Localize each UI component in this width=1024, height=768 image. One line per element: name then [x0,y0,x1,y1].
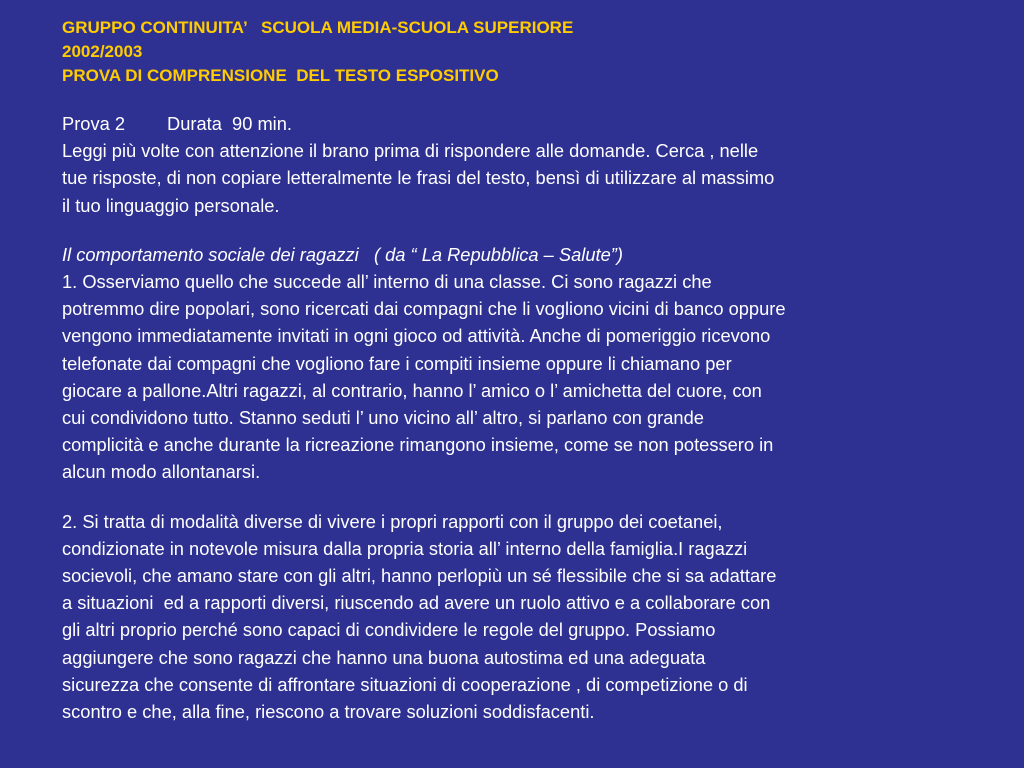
paragraph-line: 2. Si tratta di modalità diverse di vivere i propri rapporti con il gruppo dei coetanei, [62,510,723,532]
header-title: GRUPPO CONTINUITA’ SCUOLA MEDIA-SCUOLA SUPERIORE [62,18,574,37]
paragraph-line: giocare a pallone.Altri ragazzi, al contrario, hanno l’ amico o l’ amichetta del cuore, con [62,379,762,401]
article-title: Il comportamento sociale dei ragazzi ( da “ La Repubblica – Salute”) [62,243,623,265]
test-info [62,110,982,137]
instructions-line: il tuo linguaggio personale. [62,194,280,216]
slide-header [62,16,982,88]
header-year: 2002/2003 [62,42,143,61]
paragraph-line: 1. Osserviamo quello che succede all’ interno di una classe. Ci sono ragazzi che [62,271,712,293]
paragraph-2 [62,508,982,726]
paragraph-line: a situazioni ed a rapporti diversi, riuscendo ad avere un ruolo attivo e a collaborare con [62,592,771,614]
instructions-line: tue risposte, di non copiare letteralmente le frasi del testo, bensì di utilizzare al massimo [62,167,775,189]
slide [62,16,982,725]
paragraph-line: cui condividono tutto. Stanno seduti l’ uno vicino all’ altro, si parlano con grande [62,407,704,429]
header-subtitle: PROVA DI COMPRENSIONE DEL TESTO ESPOSITIVO [62,66,499,85]
paragraph-line: complicità e anche durante la ricreazione rimangono insieme, come se non potessero in [62,434,774,456]
paragraph-line: potremmo dire popolari, sono ricercati dai compagni che li vogliono vicini di banco oppure [62,298,786,320]
paragraph-line: sicurezza che consente di affrontare situazioni di cooperazione , di competizione o di [62,673,748,695]
paragraph-line: condizionate in notevole misura dalla propria storia all’ interno della famiglia.I ragazzi [62,537,748,559]
durata-label: Durata 90 min. [167,113,292,134]
prova-label: Prova 2 [62,113,126,134]
paragraph-line: scontro e che, alla fine, riescono a trovare soluzioni soddisfacenti. [62,701,595,723]
spacer [62,219,982,241]
instructions [62,137,982,219]
paragraph-line: gli altri proprio perché sono capaci di condividere le regole del gruppo. Possiamo [62,619,716,641]
spacer [62,88,982,110]
spacer [62,486,982,508]
paragraph-line: alcun modo allontanarsi. [62,461,261,483]
paragraph-line: socievoli, che amano stare con gli altri, hanno perlopiù un sé flessibile che si sa adattare [62,565,777,587]
paragraph-1 [62,268,982,486]
instructions-line: Leggi più volte con attenzione il brano prima di rispondere alle domande. Cerca , nelle [62,140,759,162]
paragraph-line: aggiungere che sono ragazzi che hanno una buona autostima ed una adeguata [62,646,706,668]
paragraph-line: vengono immediatamente invitati in ogni gioco od attività. Anche di pomeriggio ricevono [62,325,771,347]
paragraph-line: telefonate dai compagni che vogliono fare i compiti insieme oppure li chiamano per [62,352,732,374]
